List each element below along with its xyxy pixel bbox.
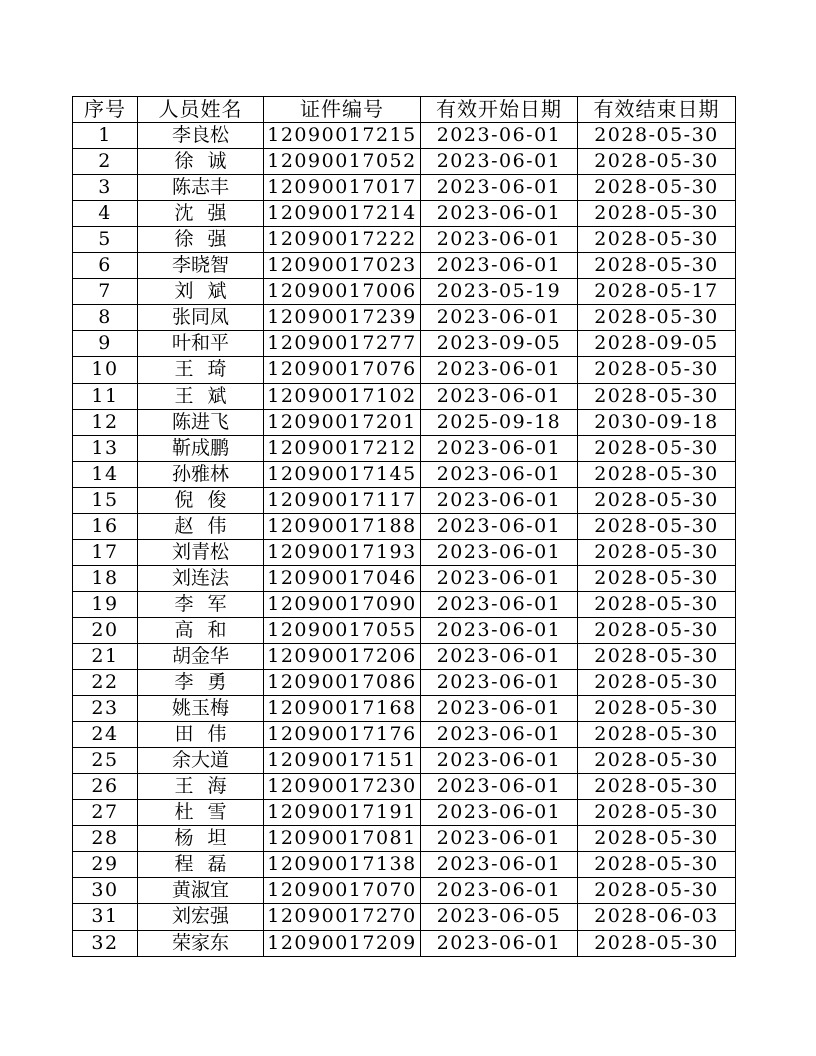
valid-end-date-cell: 2028-05-30 (578, 930, 736, 956)
serial-number-cell: 32 (73, 930, 138, 956)
valid-start-date-cell: 2023-06-01 (421, 722, 578, 748)
person-name-cell: 李勇 (138, 670, 264, 696)
valid-start-date-cell: 2023-06-01 (421, 201, 578, 227)
valid-start-date-cell: 2025-09-18 (421, 409, 578, 435)
table-row (73, 826, 736, 852)
person-name-cell: 王斌 (138, 383, 264, 409)
table-row (73, 774, 736, 800)
certificate-number-cell: 12090017070 (264, 878, 421, 904)
certificate-number-cell: 12090017145 (264, 461, 421, 487)
serial-number-cell: 14 (73, 461, 138, 487)
valid-end-date-cell: 2028-05-17 (578, 279, 736, 305)
valid-end-date-cell: 2028-05-30 (578, 748, 736, 774)
valid-start-date-cell: 2023-09-05 (421, 331, 578, 357)
person-name-cell: 刘斌 (138, 279, 264, 305)
person-name-cell: 孙雅林 (138, 461, 264, 487)
valid-end-date-cell: 2028-05-30 (578, 305, 736, 331)
table-row (73, 201, 736, 227)
serial-number-cell: 17 (73, 539, 138, 565)
serial-number-cell: 18 (73, 565, 138, 591)
serial-number-cell: 28 (73, 826, 138, 852)
header-person-name: 人员姓名 (138, 97, 264, 123)
serial-number-cell: 12 (73, 409, 138, 435)
table-row (73, 539, 736, 565)
serial-number-cell: 23 (73, 696, 138, 722)
serial-number-cell: 24 (73, 722, 138, 748)
valid-end-date-cell: 2028-09-05 (578, 331, 736, 357)
valid-end-date-cell: 2028-05-30 (578, 513, 736, 539)
table-row (73, 279, 736, 305)
person-name-cell: 王琦 (138, 357, 264, 383)
person-name-cell: 倪俊 (138, 487, 264, 513)
serial-number-cell: 13 (73, 435, 138, 461)
valid-end-date-cell: 2028-05-30 (578, 774, 736, 800)
serial-number-cell: 9 (73, 331, 138, 357)
certificate-number-cell: 12090017168 (264, 696, 421, 722)
certificate-number-cell: 12090017052 (264, 149, 421, 175)
serial-number-cell: 6 (73, 253, 138, 279)
valid-start-date-cell: 2023-06-01 (421, 305, 578, 331)
valid-end-date-cell: 2028-05-30 (578, 643, 736, 669)
certificate-number-cell: 12090017188 (264, 513, 421, 539)
table-row (73, 696, 736, 722)
valid-start-date-cell: 2023-06-01 (421, 435, 578, 461)
valid-start-date-cell: 2023-06-01 (421, 539, 578, 565)
valid-start-date-cell: 2023-06-01 (421, 123, 578, 149)
table-row (73, 487, 736, 513)
serial-number-cell: 25 (73, 748, 138, 774)
table-row (73, 123, 736, 149)
certificate-number-cell: 12090017215 (264, 123, 421, 149)
valid-start-date-cell: 2023-06-01 (421, 487, 578, 513)
person-name-cell: 张同凤 (138, 305, 264, 331)
table-row (73, 461, 736, 487)
person-name-cell: 陈进飞 (138, 409, 264, 435)
certificate-number-cell: 12090017138 (264, 852, 421, 878)
serial-number-cell: 2 (73, 149, 138, 175)
table-row (73, 305, 736, 331)
person-name-cell: 荣家东 (138, 930, 264, 956)
certificate-number-cell: 12090017046 (264, 565, 421, 591)
valid-start-date-cell: 2023-06-01 (421, 696, 578, 722)
valid-start-date-cell: 2023-06-01 (421, 149, 578, 175)
certificate-number-cell: 12090017102 (264, 383, 421, 409)
person-name-cell: 杜雪 (138, 800, 264, 826)
valid-end-date-cell: 2028-05-30 (578, 826, 736, 852)
valid-end-date-cell: 2028-05-30 (578, 253, 736, 279)
valid-start-date-cell: 2023-06-01 (421, 930, 578, 956)
table-row (73, 591, 736, 617)
certificate-number-cell: 12090017017 (264, 175, 421, 201)
valid-end-date-cell: 2028-05-30 (578, 201, 736, 227)
valid-start-date-cell: 2023-06-01 (421, 175, 578, 201)
valid-start-date-cell: 2023-06-01 (421, 748, 578, 774)
person-name-cell: 李晓智 (138, 253, 264, 279)
certificate-number-cell: 12090017214 (264, 201, 421, 227)
serial-number-cell: 15 (73, 487, 138, 513)
certificate-number-cell: 12090017193 (264, 539, 421, 565)
table-row (73, 670, 736, 696)
serial-number-cell: 30 (73, 878, 138, 904)
valid-end-date-cell: 2028-05-30 (578, 617, 736, 643)
serial-number-cell: 20 (73, 617, 138, 643)
valid-start-date-cell: 2023-06-01 (421, 852, 578, 878)
person-name-cell: 叶和平 (138, 331, 264, 357)
certificate-number-cell: 12090017081 (264, 826, 421, 852)
valid-end-date-cell: 2028-05-30 (578, 227, 736, 253)
person-name-cell: 田伟 (138, 722, 264, 748)
person-name-cell: 余大道 (138, 748, 264, 774)
serial-number-cell: 10 (73, 357, 138, 383)
valid-end-date-cell: 2028-05-30 (578, 383, 736, 409)
valid-end-date-cell: 2028-05-30 (578, 487, 736, 513)
certificate-number-cell: 12090017209 (264, 930, 421, 956)
certificate-number-cell: 12090017090 (264, 591, 421, 617)
table-row (73, 409, 736, 435)
valid-end-date-cell: 2028-05-30 (578, 591, 736, 617)
serial-number-cell: 7 (73, 279, 138, 305)
valid-start-date-cell: 2023-06-01 (421, 826, 578, 852)
serial-number-cell: 22 (73, 670, 138, 696)
person-name-cell: 黄淑宜 (138, 878, 264, 904)
header-valid-start-date: 有效开始日期 (421, 97, 578, 123)
serial-number-cell: 29 (73, 852, 138, 878)
valid-start-date-cell: 2023-06-01 (421, 617, 578, 643)
table-row (73, 227, 736, 253)
table-row (73, 513, 736, 539)
valid-start-date-cell: 2023-06-01 (421, 253, 578, 279)
person-name-cell: 刘青松 (138, 539, 264, 565)
serial-number-cell: 5 (73, 227, 138, 253)
person-name-cell: 姚玉梅 (138, 696, 264, 722)
certificate-number-cell: 12090017151 (264, 748, 421, 774)
certificate-number-cell: 12090017117 (264, 487, 421, 513)
person-name-cell: 陈志丰 (138, 175, 264, 201)
table-row (73, 643, 736, 669)
certificate-number-cell: 12090017191 (264, 800, 421, 826)
person-name-cell: 胡金华 (138, 643, 264, 669)
person-name-cell: 李军 (138, 591, 264, 617)
valid-end-date-cell: 2028-05-30 (578, 696, 736, 722)
table-row (73, 149, 736, 175)
person-name-cell: 李良松 (138, 123, 264, 149)
valid-end-date-cell: 2028-05-30 (578, 878, 736, 904)
table-row (73, 435, 736, 461)
valid-end-date-cell: 2028-05-30 (578, 800, 736, 826)
person-name-cell: 刘宏强 (138, 904, 264, 930)
table-row (73, 175, 736, 201)
valid-end-date-cell: 2028-05-30 (578, 461, 736, 487)
person-name-cell: 王海 (138, 774, 264, 800)
certificate-number-cell: 12090017206 (264, 643, 421, 669)
valid-end-date-cell: 2030-09-18 (578, 409, 736, 435)
certificate-number-cell: 12090017222 (264, 227, 421, 253)
person-name-cell: 徐强 (138, 227, 264, 253)
table-header-row (73, 97, 736, 123)
valid-end-date-cell: 2028-05-30 (578, 670, 736, 696)
person-name-cell: 沈强 (138, 201, 264, 227)
valid-end-date-cell: 2028-05-30 (578, 852, 736, 878)
valid-start-date-cell: 2023-06-01 (421, 591, 578, 617)
table-row (73, 357, 736, 383)
certificate-number-cell: 12090017201 (264, 409, 421, 435)
person-name-cell: 赵伟 (138, 513, 264, 539)
table-row (73, 331, 736, 357)
table-row (73, 617, 736, 643)
serial-number-cell: 26 (73, 774, 138, 800)
valid-start-date-cell: 2023-06-01 (421, 774, 578, 800)
table-row (73, 565, 736, 591)
certificate-number-cell: 12090017277 (264, 331, 421, 357)
certificate-number-cell: 12090017086 (264, 670, 421, 696)
table-row (73, 930, 736, 956)
valid-end-date-cell: 2028-05-30 (578, 149, 736, 175)
certificate-number-cell: 12090017176 (264, 722, 421, 748)
serial-number-cell: 31 (73, 904, 138, 930)
certificate-number-cell: 12090017006 (264, 279, 421, 305)
valid-start-date-cell: 2023-06-01 (421, 461, 578, 487)
table-body (73, 123, 736, 957)
valid-end-date-cell: 2028-05-30 (578, 123, 736, 149)
serial-number-cell: 4 (73, 201, 138, 227)
certificate-number-cell: 12090017230 (264, 774, 421, 800)
serial-number-cell: 1 (73, 123, 138, 149)
valid-start-date-cell: 2023-06-01 (421, 878, 578, 904)
serial-number-cell: 27 (73, 800, 138, 826)
person-name-cell: 高和 (138, 617, 264, 643)
valid-end-date-cell: 2028-05-30 (578, 357, 736, 383)
personnel-certificate-table (72, 96, 736, 957)
person-name-cell: 靳成鹏 (138, 435, 264, 461)
valid-end-date-cell: 2028-05-30 (578, 565, 736, 591)
serial-number-cell: 3 (73, 175, 138, 201)
valid-end-date-cell: 2028-05-30 (578, 175, 736, 201)
certificate-number-cell: 12090017023 (264, 253, 421, 279)
certificate-number-cell: 12090017076 (264, 357, 421, 383)
table-row (73, 748, 736, 774)
valid-start-date-cell: 2023-06-01 (421, 357, 578, 383)
certificate-number-cell: 12090017212 (264, 435, 421, 461)
valid-end-date-cell: 2028-05-30 (578, 539, 736, 565)
valid-start-date-cell: 2023-06-01 (421, 513, 578, 539)
table-row (73, 722, 736, 748)
person-name-cell: 刘连法 (138, 565, 264, 591)
valid-start-date-cell: 2023-06-01 (421, 383, 578, 409)
person-name-cell: 杨坦 (138, 826, 264, 852)
header-serial-number: 序号 (73, 97, 138, 123)
valid-start-date-cell: 2023-05-19 (421, 279, 578, 305)
serial-number-cell: 21 (73, 643, 138, 669)
serial-number-cell: 8 (73, 305, 138, 331)
serial-number-cell: 16 (73, 513, 138, 539)
table-row (73, 383, 736, 409)
valid-start-date-cell: 2023-06-01 (421, 643, 578, 669)
valid-end-date-cell: 2028-05-30 (578, 435, 736, 461)
valid-start-date-cell: 2023-06-05 (421, 904, 578, 930)
certificate-number-cell: 12090017239 (264, 305, 421, 331)
table-row (73, 878, 736, 904)
valid-end-date-cell: 2028-05-30 (578, 722, 736, 748)
valid-start-date-cell: 2023-06-01 (421, 670, 578, 696)
table-row (73, 800, 736, 826)
table-row (73, 253, 736, 279)
serial-number-cell: 19 (73, 591, 138, 617)
person-name-cell: 徐诚 (138, 149, 264, 175)
valid-start-date-cell: 2023-06-01 (421, 227, 578, 253)
certificate-number-cell: 12090017270 (264, 904, 421, 930)
header-certificate-number: 证件编号 (264, 97, 421, 123)
valid-start-date-cell: 2023-06-01 (421, 565, 578, 591)
person-name-cell: 程磊 (138, 852, 264, 878)
header-valid-end-date: 有效结束日期 (578, 97, 736, 123)
valid-start-date-cell: 2023-06-01 (421, 800, 578, 826)
valid-end-date-cell: 2028-06-03 (578, 904, 736, 930)
table-row (73, 904, 736, 930)
serial-number-cell: 11 (73, 383, 138, 409)
certificate-number-cell: 12090017055 (264, 617, 421, 643)
table-row (73, 852, 736, 878)
